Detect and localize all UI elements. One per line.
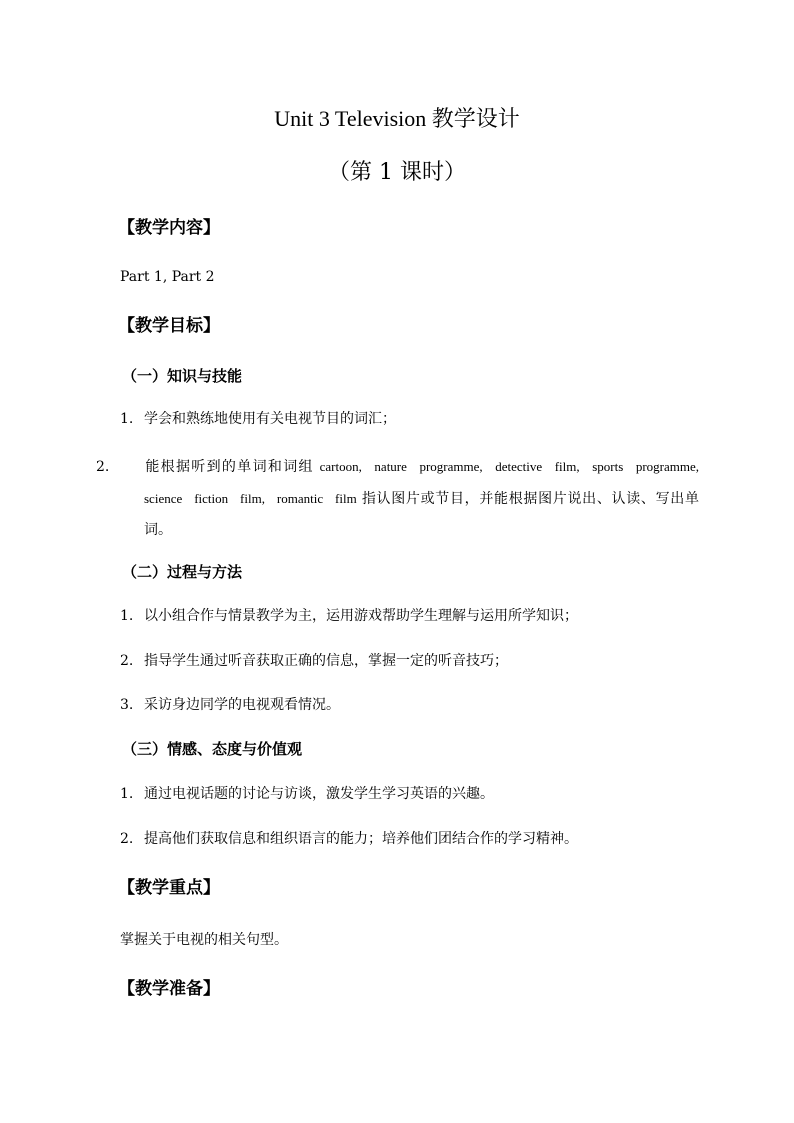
item-vocabulary: cartoon, nature programme, detective film, sports programme, science fiction film, romantic film <box>144 459 699 506</box>
heading-key-points: 【教学重点】 <box>118 878 220 898</box>
subheading-process: （二）过程与方法 <box>122 563 243 581</box>
item-text-a: 能根据听到的单词和词组 <box>144 459 320 475</box>
document-subtitle: （第 1 课时） <box>328 160 466 185</box>
key-points-text: 掌握关于电视的相关句型。 <box>120 932 288 948</box>
item-number: 1. <box>120 411 134 427</box>
item-number: 1. <box>120 786 134 802</box>
subheading-emotion: （三）情感、态度与价值观 <box>122 740 303 758</box>
list-item <box>120 824 675 855</box>
heading-preparation: 【教学准备】 <box>118 979 220 999</box>
item-number: 2. <box>120 653 134 669</box>
subheading-knowledge: （一）知识与技能 <box>122 367 243 385</box>
item-text-b: 指认图片或节目，并能根据图片说出、认读、写出单词。 <box>144 491 699 538</box>
item-number: 1. <box>120 608 134 624</box>
item-text: 以小组合作与情景教学为主，运用游戏帮助学生理解与运用所学知识； <box>144 608 578 624</box>
item-text: 通过电视话题的讨论与访谈，激发学生学习英语的兴趣。 <box>144 786 494 802</box>
content-text: Part 1, Part 2 <box>120 269 215 285</box>
list-item <box>120 601 675 632</box>
item-text: 采访身边同学的电视观看情况。 <box>144 697 340 713</box>
item-number: 3. <box>120 697 134 713</box>
item-text: 提高他们获取信息和组织语言的能力；培养他们团结合作的学习精神。 <box>144 831 578 847</box>
item-text: 指导学生通过听音获取正确的信息，掌握一定的听音技巧； <box>144 653 508 669</box>
heading-content: 【教学内容】 <box>118 218 220 238</box>
document-title: Unit 3 Television 教学设计 <box>274 106 520 131</box>
list-item <box>96 451 699 546</box>
heading-objectives: 【教学目标】 <box>118 316 220 336</box>
list-item <box>120 646 675 677</box>
list-item <box>120 690 675 721</box>
list-item <box>120 779 675 810</box>
list-item <box>120 404 675 435</box>
item-text: 学会和熟练地使用有关电视节目的词汇； <box>144 411 396 427</box>
item-number: 2. <box>96 459 110 475</box>
item-number: 2. <box>120 831 134 847</box>
